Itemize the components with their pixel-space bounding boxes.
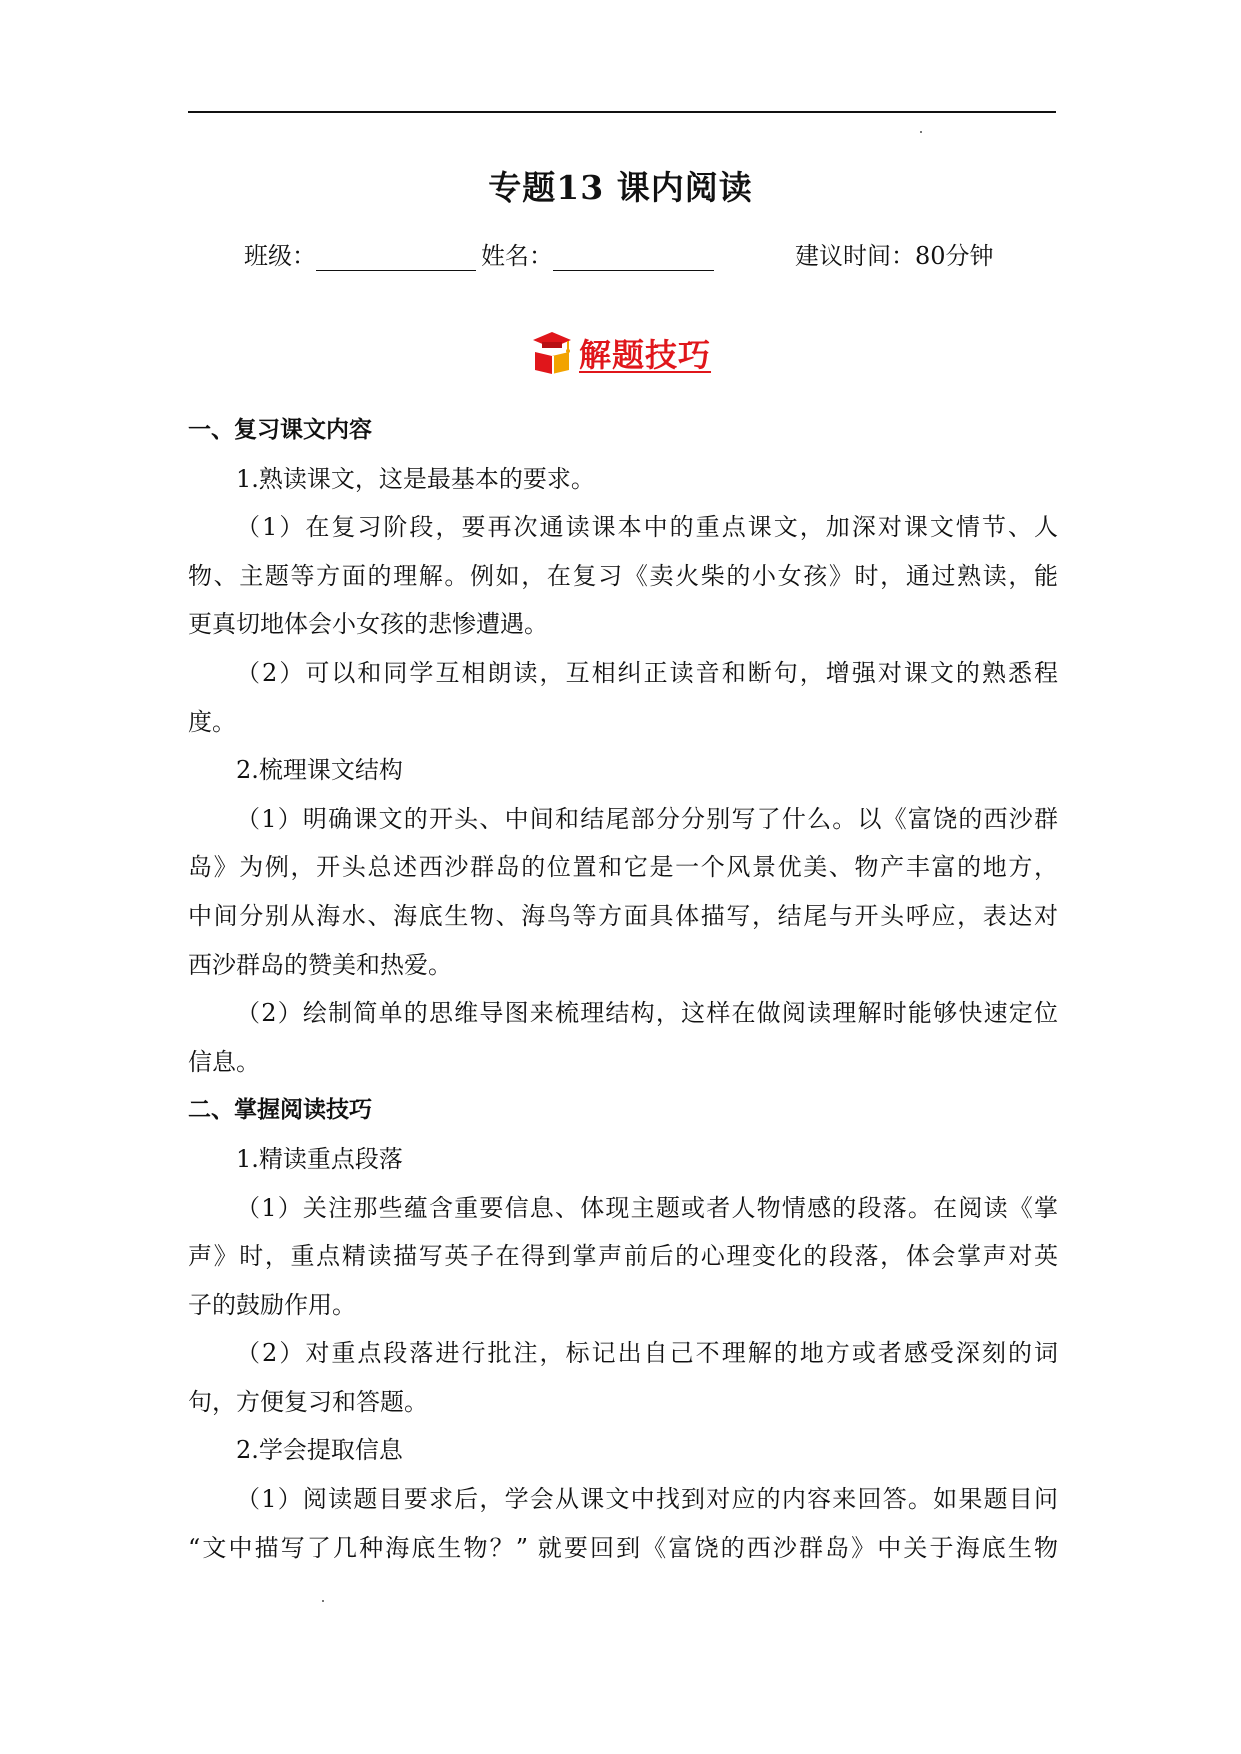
name-label: 姓名： bbox=[481, 242, 553, 270]
sub-heading: 2.梳理课文结构 bbox=[236, 756, 403, 785]
paragraph-line: （1）明确课文的开头、中间和结尾部分分别写了什么。以《富饶的西沙群 bbox=[236, 804, 1058, 833]
paragraph-line: 更真切地体会小女孩的悲惨遭遇。 bbox=[188, 610, 548, 639]
sub-heading: 1.熟读课文，这是最基本的要求。 bbox=[236, 464, 595, 493]
paragraph-line: 句，方便复习和答题。 bbox=[188, 1387, 428, 1416]
header-rule bbox=[188, 111, 1056, 113]
section-heading: 一、复习课文内容 bbox=[188, 417, 372, 443]
paragraph-line: （2）对重点段落进行批注，标记出自己不理解的地方或者感受深刻的词 bbox=[236, 1339, 1058, 1368]
scan-speck bbox=[920, 131, 922, 133]
class-field[interactable] bbox=[244, 236, 476, 271]
paragraph-line: 子的鼓励作用。 bbox=[188, 1290, 356, 1319]
paragraph-line: 物、主题等方面的理解。例如，在复习《卖火柴的小女孩》时，通过熟读，能 bbox=[188, 561, 1058, 590]
graduation-cap-book-icon bbox=[531, 330, 573, 376]
paragraph-line: （2）绘制简单的思维导图来梳理结构，这样在做阅读理解时能够快速定位 bbox=[236, 999, 1058, 1028]
document-body bbox=[188, 406, 1058, 1572]
paragraph-line: （2）可以和同学互相朗读，互相纠正读音和断句，增强对课文的熟悉程 bbox=[236, 658, 1058, 687]
class-blank[interactable] bbox=[316, 244, 476, 271]
paragraph-line: 信息。 bbox=[188, 1047, 260, 1076]
page-title: 专题13 课内阅读 bbox=[488, 168, 753, 207]
paragraph-line: （1）阅读题目要求后，学会从课文中找到对应的内容来回答。如果题目问 bbox=[236, 1485, 1058, 1514]
paragraph-line: 度。 bbox=[188, 707, 236, 736]
scan-speck bbox=[322, 1600, 324, 1602]
class-label: 班级： bbox=[244, 242, 316, 270]
student-info-row bbox=[0, 236, 1241, 276]
section-heading: 二、掌握阅读技巧 bbox=[188, 1097, 372, 1124]
paragraph-line: “文中描写了几种海底生物？” 就要回到《富饶的西沙群岛》中关于海底生物 bbox=[188, 1533, 1058, 1562]
paragraph-line: （1）在复习阶段，要再次通读课本中的重点课文，加深对课文情节、人 bbox=[236, 513, 1058, 542]
name-field[interactable] bbox=[481, 236, 714, 271]
paragraph-line: （1）关注那些蕴含重要信息、体现主题或者人物情感的段落。在阅读《掌 bbox=[236, 1193, 1058, 1222]
tips-banner-text: 解题技巧 bbox=[579, 336, 712, 374]
paragraph-line: 声》时，重点精读描写英子在得到掌声前后的心理变化的段落，体会掌声对英 bbox=[188, 1242, 1058, 1271]
sub-heading: 2.学会提取信息 bbox=[236, 1436, 403, 1465]
paragraph-line: 西沙群岛的赞美和热爱。 bbox=[188, 950, 452, 979]
name-blank[interactable] bbox=[553, 244, 714, 271]
paragraph-line: 中间分别从海水、海底生物、海鸟等方面具体描写，结尾与开头呼应，表达对 bbox=[188, 901, 1058, 930]
suggested-time: 建议时间：80分钟 bbox=[795, 242, 994, 270]
paragraph-line: 岛》为例，开头总述西沙群岛的位置和它是一个风景优美、物产丰富的地方， bbox=[188, 853, 1058, 882]
sub-heading: 1.精读重点段落 bbox=[236, 1144, 403, 1173]
